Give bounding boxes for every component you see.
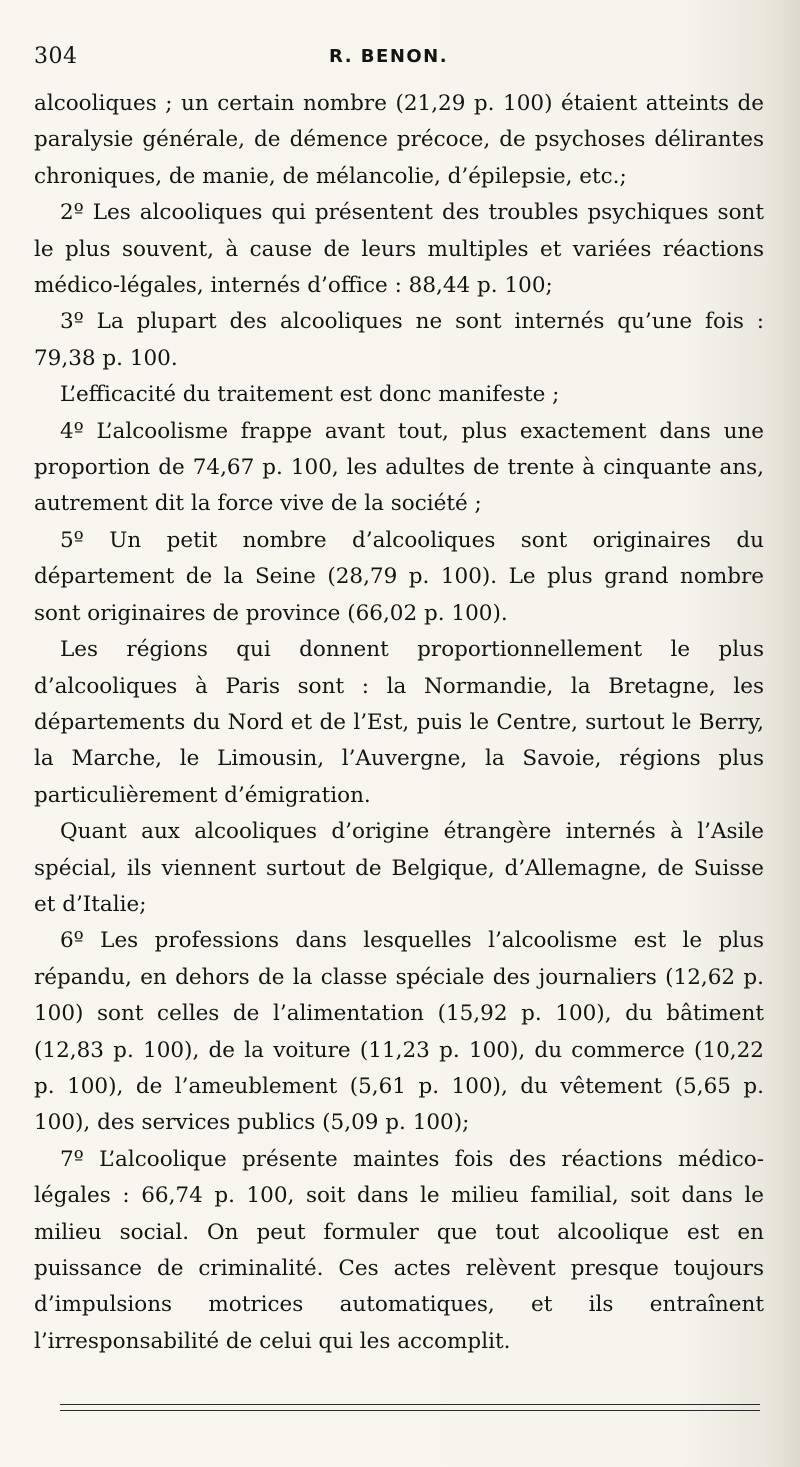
paragraph: 4º L’alcoolisme frappe avant tout, plus exactement dans une proportion de 74,67 p. 100, les adultes de trente à cinquante ans, autrement dit la force vive de la société ; — [34, 418, 764, 517]
paragraph: 7º L’alcoolique présente maintes fois des réactions médico-légales : 66,74 p. 100, soit dans le milieu familial, soit dans le milieu social. On peut formuler que tout alcoolique est en puissance de criminalité. Ces actes relèvent presque toujours d’impulsions motrices automatiques, et ils entraînent l’irresponsabilité de celui qui les accomplit. — [34, 1146, 764, 1354]
rule-line — [60, 1404, 760, 1405]
end-of-page-rule — [60, 1404, 760, 1411]
paragraph: alcooliques ; un certain nombre (21,29 p. 100) étaient atteints de paralysie générale, de démence précoce, de psychoses délirantes chroniques, de manie, de mélancolie, d’épilepsie, etc.; — [34, 91, 764, 189]
page-header — [34, 44, 760, 78]
paragraph: 2º Les alcooliques qui présentent des troubles psychiques sont le plus souvent, à cause de leurs multiples et variées réactions médico-légales, internés d’office : 88,44 p. 100; — [34, 200, 764, 299]
body-text — [34, 86, 764, 1360]
rule-line — [60, 1410, 760, 1411]
running-head-author: R. BENON. — [329, 46, 449, 67]
paragraph: 3º La plupart des alcooliques ne sont internés qu’une fois : 79,38 p. 100. — [34, 309, 764, 371]
paragraph: Les régions qui donnent proportionnellement le plus d’alcooliques à Paris sont : la Normandie, la Bretagne, les départements du Nord et de l’Est, puis le Centre, surtout le Berry, la Marche, le Limousin, l’Auvergne, la Savoie, régions plus particulièrement d’émigration. — [34, 637, 764, 808]
paragraph: L’efficacité du traitement est donc manifeste ; — [60, 382, 560, 408]
page-number: 304 — [34, 44, 78, 69]
paragraph: 6º Les professions dans lesquelles l’alcoolisme est le plus répandu, en dehors de la classe spéciale des journaliers (12,62 p. 100) sont celles de l’alimentation (15,92 p. 100), du bâtiment (12,83 p. 100), de la voiture (11,23 p. 100), du commerce (10,22 p. 100), de l’ameublement (5,61 p. 100), du vêtement (5,65 p. 100), des services publics (5,09 p. 100); — [34, 928, 764, 1136]
paragraph: Quant aux alcooliques d’origine étrangère internés à l’Asile spécial, ils viennent surtout de Belgique, d’Allemagne, de Suisse et d’Italie; — [34, 819, 764, 917]
paragraph: 5º Un petit nombre d’alcooliques sont originaires du département de la Seine (28,79 p. 100). Le plus grand nombre sont originaires de province (66,02 p. 100). — [34, 527, 764, 626]
